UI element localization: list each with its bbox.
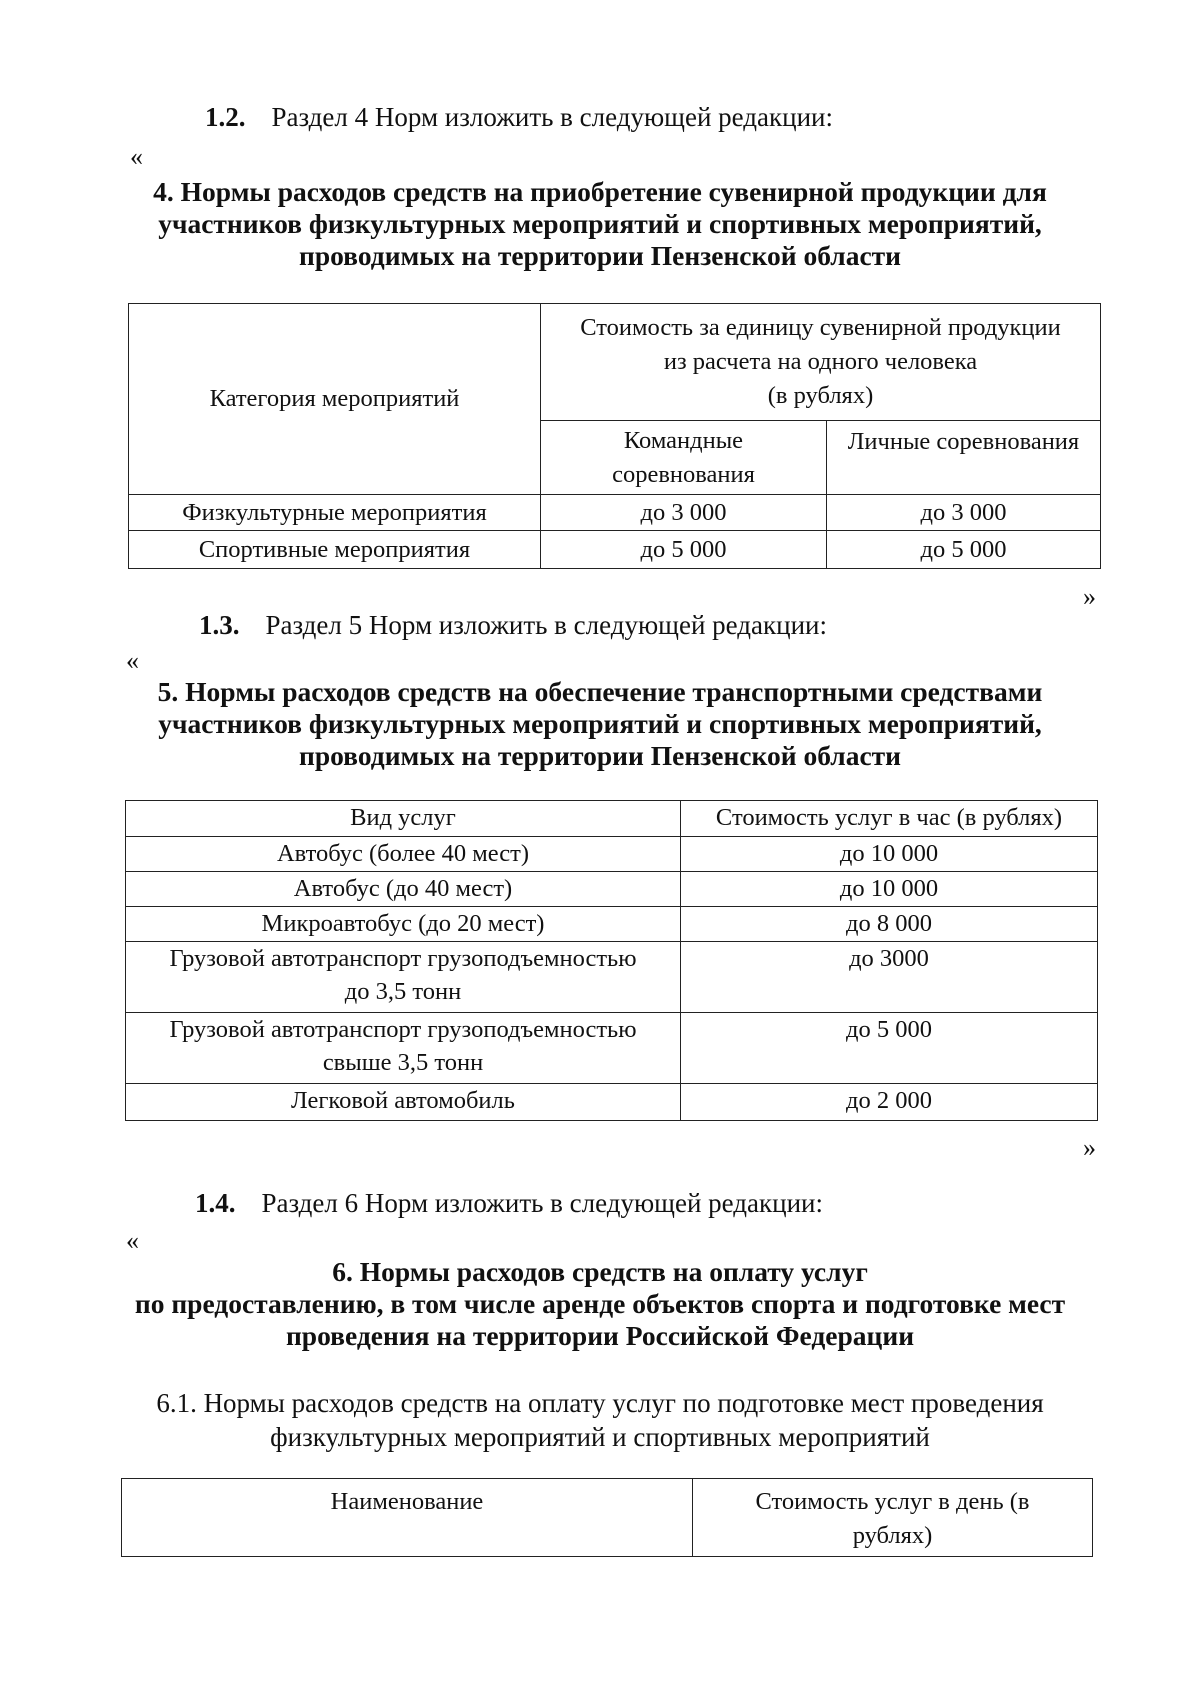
paragraph-number: 1.3. — [199, 610, 240, 640]
row-personal: до 5 000 — [827, 531, 1101, 569]
table-row — [126, 1013, 1098, 1084]
open-quote: « — [126, 646, 139, 675]
heading-line: по предоставлению, в том числе аренде объектов спорта и подготовке мест — [134, 1288, 1066, 1319]
heading-line: проводимых на территории Пензенской области — [298, 240, 902, 271]
table-row — [126, 872, 1098, 907]
close-quote: » — [1083, 1133, 1096, 1162]
heading-line: 5. Нормы расходов средств на обеспечение транспортными средствами — [157, 676, 1043, 707]
paragraph-text: Раздел 4 Норм изложить в следующей редакции: — [271, 102, 833, 132]
row-name: Спортивные мероприятия — [129, 531, 541, 569]
paragraph-1-2 — [205, 102, 833, 133]
open-quote: « — [130, 142, 143, 171]
souvenir-norms-table — [128, 303, 1101, 569]
paragraph-text: Раздел 5 Норм изложить в следующей редакции: — [265, 610, 827, 640]
section-4-heading — [110, 176, 1090, 272]
header-team: Командные соревнования — [541, 421, 827, 495]
row-name: Физкультурные мероприятия — [129, 495, 541, 531]
table-row — [129, 531, 1101, 569]
heading-line: участников физкультурных мероприятий и спортивных мероприятий, — [158, 708, 1042, 739]
row-team: до 5 000 — [541, 531, 827, 569]
row-cost: до 10 000 — [681, 837, 1098, 872]
header-cost: Стоимость услуг в час (в рублях) — [681, 801, 1098, 837]
paragraph-text: Раздел 6 Норм изложить в следующей редакции: — [261, 1188, 823, 1218]
header-cost: Стоимость услуг в день (в рублях) — [693, 1479, 1093, 1557]
header-cost: Стоимость за единицу сувенирной продукции из расчета на одного человека (в рублях) — [541, 304, 1101, 421]
open-quote: « — [126, 1226, 139, 1255]
subsection-6-1-title: 6.1. Нормы расходов средств на оплату услуг по подготовке мест проведения физкультурных мероприятий и спортивных мероприятий — [156, 1388, 1044, 1452]
paragraph-1-3 — [199, 610, 827, 641]
row-name: Микроавтобус (до 20 мест) — [126, 907, 681, 942]
paragraph-number: 1.4. — [195, 1188, 236, 1218]
heading-line: 6. Нормы расходов средств на оплату услуг — [332, 1256, 868, 1287]
heading-line: проведения на территории Российской Федерации — [285, 1320, 915, 1351]
section-6-heading — [110, 1256, 1090, 1352]
row-team: до 3 000 — [541, 495, 827, 531]
venue-prep-norms-table — [121, 1478, 1093, 1557]
header-category: Категория мероприятий — [129, 304, 541, 495]
header-name: Наименование — [122, 1479, 693, 1557]
paragraph-1-4 — [195, 1188, 823, 1219]
table-row — [126, 907, 1098, 942]
row-name: Легковой автомобиль — [126, 1084, 681, 1121]
row-personal: до 3 000 — [827, 495, 1101, 531]
heading-line: проводимых на территории Пензенской области — [298, 740, 902, 771]
row-cost: до 10 000 — [681, 872, 1098, 907]
section-5-heading — [110, 676, 1090, 772]
paragraph-number: 1.2. — [205, 102, 246, 132]
transport-norms-table — [125, 800, 1098, 1121]
row-name: Автобус (до 40 мест) — [126, 872, 681, 907]
row-cost: до 8 000 — [681, 907, 1098, 942]
close-quote: » — [1083, 582, 1096, 611]
row-name: Грузовой автотранспорт грузоподъемностью свыше 3,5 тонн — [126, 1013, 681, 1084]
heading-line: участников физкультурных мероприятий и спортивных мероприятий, — [158, 208, 1042, 239]
header-personal: Личные соревнования — [827, 421, 1101, 495]
header-service: Вид услуг — [126, 801, 681, 837]
heading-line: 4. Нормы расходов средств на приобретение сувенирной продукции для — [153, 176, 1047, 207]
row-cost: до 2 000 — [681, 1084, 1098, 1121]
row-name: Грузовой автотранспорт грузоподъемностью до 3,5 тонн — [126, 942, 681, 1013]
row-name: Автобус (более 40 мест) — [126, 837, 681, 872]
table-row — [129, 495, 1101, 531]
row-cost: до 3000 — [681, 942, 1098, 1013]
table-row — [126, 1084, 1098, 1121]
table-row — [126, 837, 1098, 872]
row-cost: до 5 000 — [681, 1013, 1098, 1084]
table-row — [126, 942, 1098, 1013]
